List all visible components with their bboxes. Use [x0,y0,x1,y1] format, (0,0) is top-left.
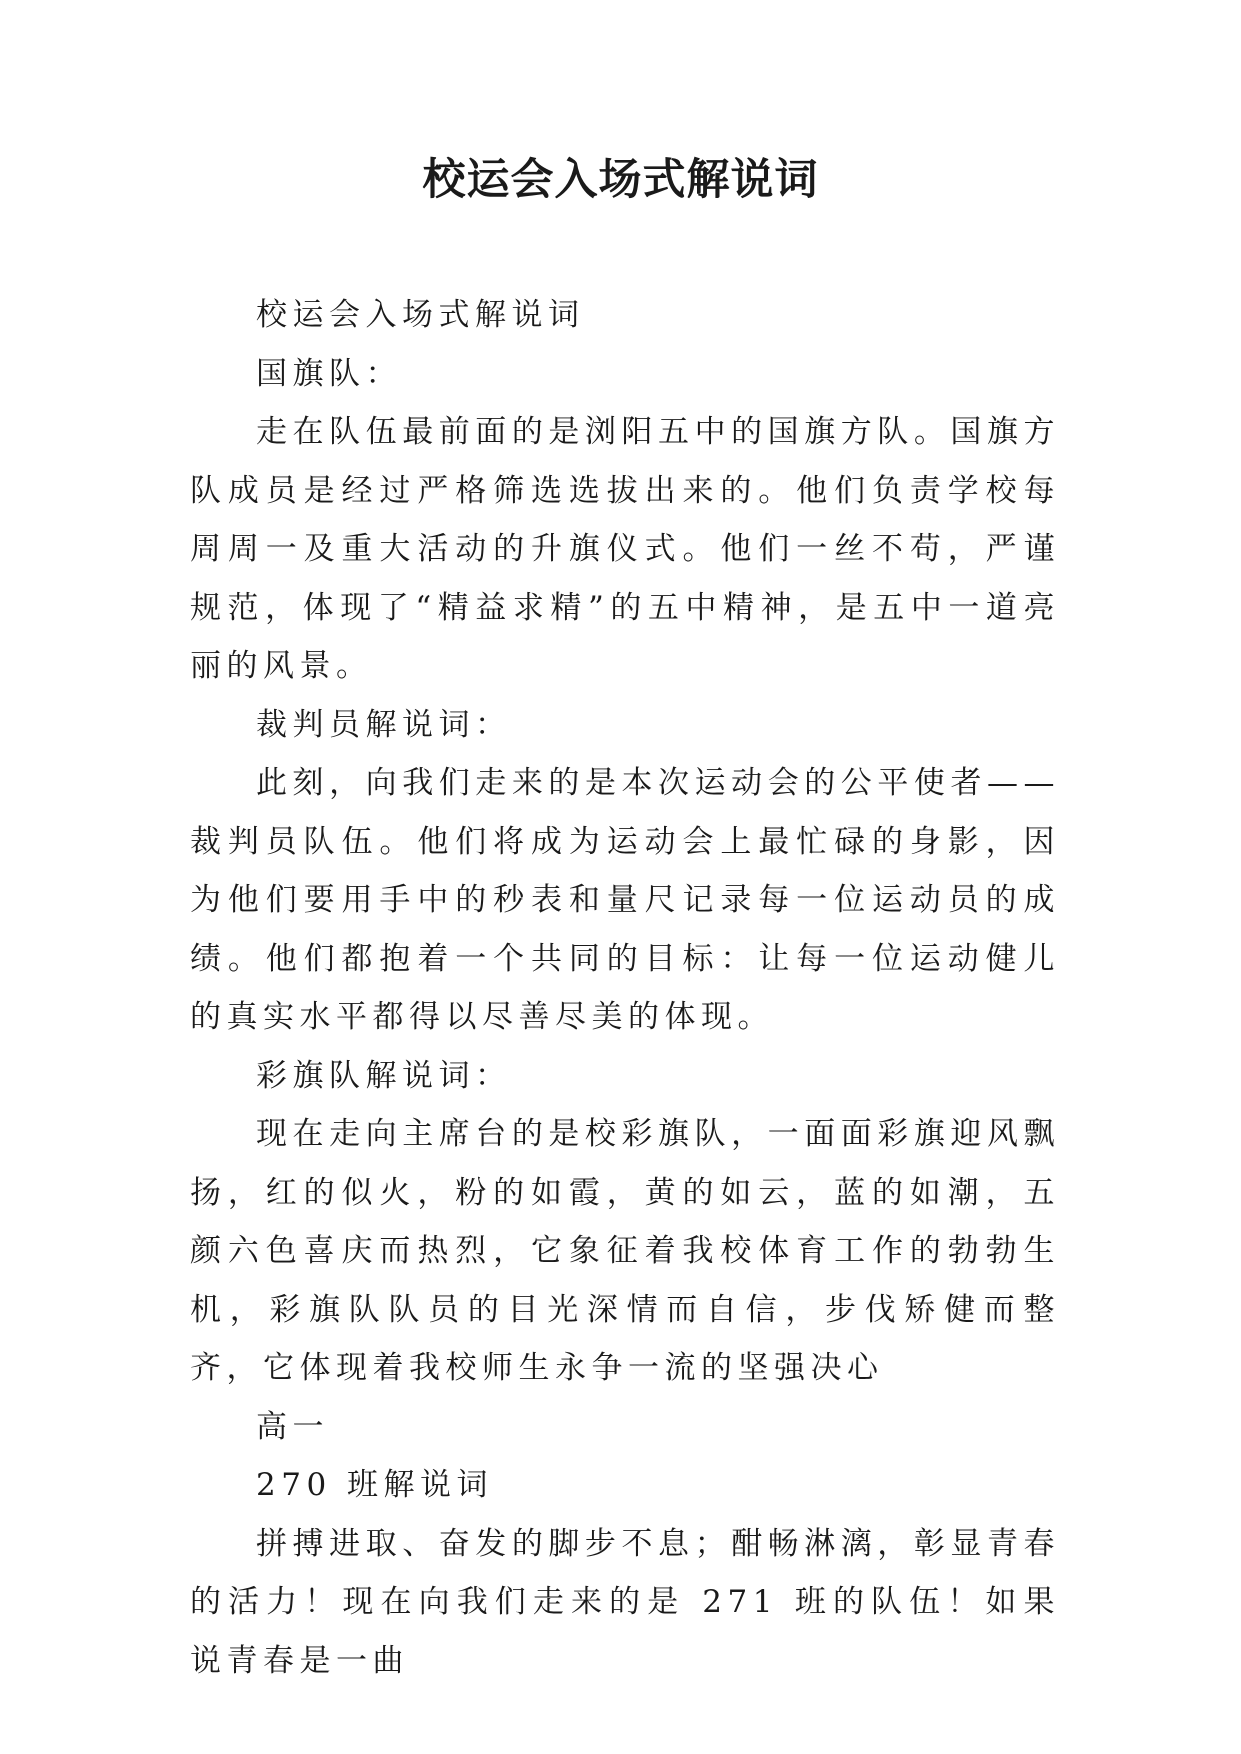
paragraph-referee-label: 裁判员解说词： [256,706,512,743]
paragraph-color-flag-label: 彩旗队解说词： [256,1057,512,1094]
paragraph-grade-label: 高一 [256,1408,329,1445]
paragraph-color-flag: 现在走向主席台的是校彩旗队，一面面彩旗迎风飘扬，红的似火，粉的如霞，黄的如云，蓝的如潮，五颜六色喜庆而热烈，它象征着我校体育工作的勃勃生机，彩旗队队员的目光深情而自信，步伐矫健而整齐，它体现着我校师生永争一流的坚强决心 [190,1116,1060,1386]
document-title: 校运会入场式解说词 [422,155,819,205]
paragraph-flag-team: 走在队伍最前面的是浏阳五中的国旗方队。国旗方队成员是经过严格筛选选拔出来的。他们负责学校每周周一及重大活动的升旗仪式。他们一丝不苟，严谨规范，体现了“精益求精”的五中精神，是五中一道亮丽的风景。 [190,414,1060,684]
paragraph-class-270-label: 270 班解说词 [256,1467,494,1503]
paragraph-flag-team-label: 国旗队： [256,355,402,392]
paragraph-heading: 校运会入场式解说词 [256,297,585,333]
paragraph-referee: 此刻，向我们走来的是本次运动会的公平使者——裁判员队伍。他们将成为运动会上最忙碌的身影，因为他们要用手中的秒表和量尺记录每一位运动员的成绩。他们都抱着一个共同的目标：让每一位运动健儿的真实水平都得以尽善尽美的体现。 [190,765,1060,1035]
document-body [190,286,1060,1690]
paragraph-class-271: 拼搏进取、奋发的脚步不息；酣畅淋漓，彰显青春的活力！现在向我们走来的是 271 班的队伍！如果说青春是一曲 [190,1525,1060,1679]
